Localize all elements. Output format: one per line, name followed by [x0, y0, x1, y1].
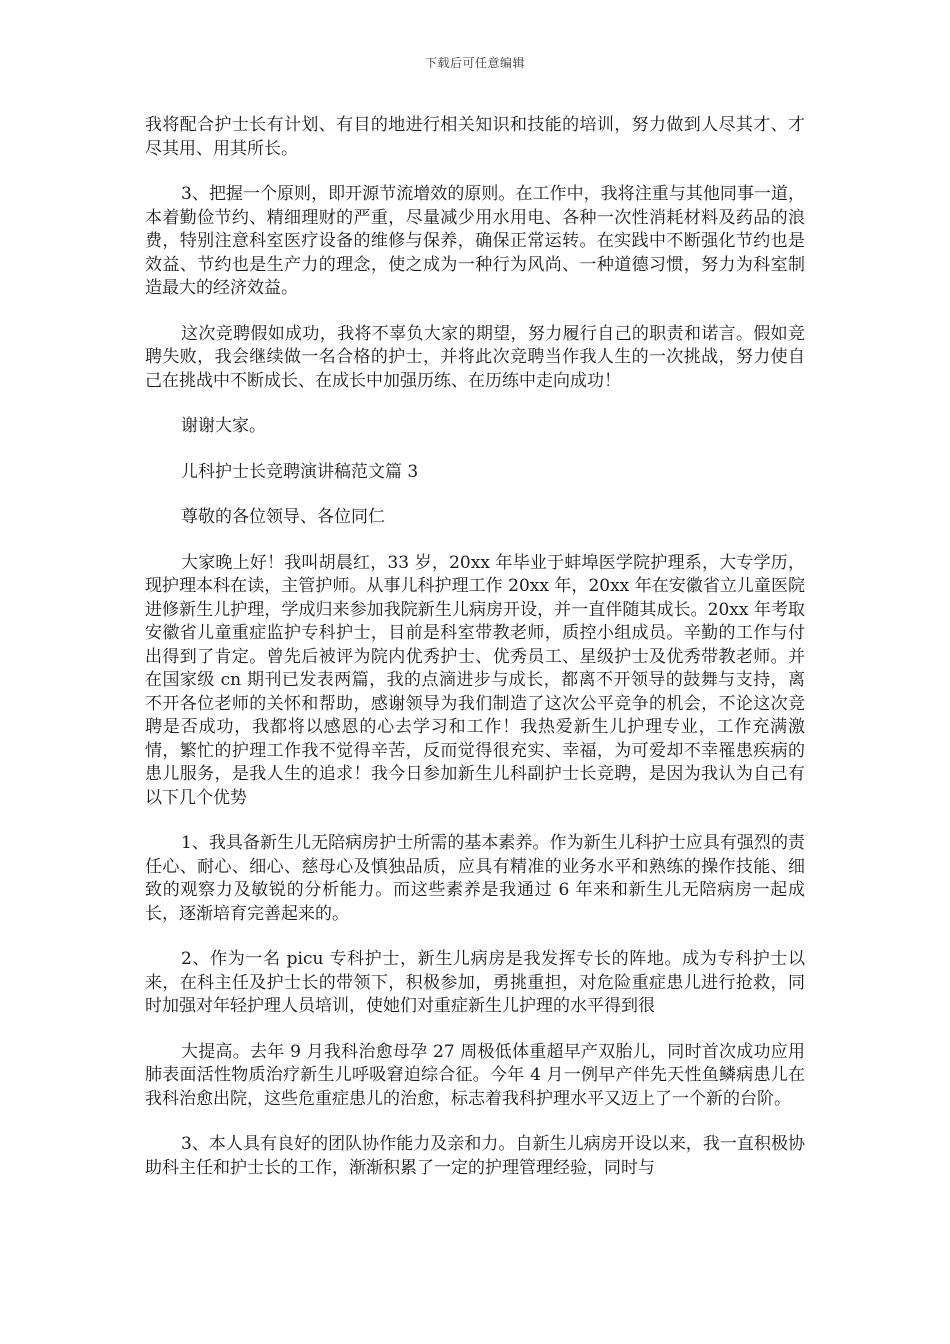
- section-title: 儿科护士长竞聘演讲稿范文篇 3: [181, 461, 419, 482]
- salutation: 尊敬的各位领导、各位同仁: [181, 507, 385, 527]
- paragraph: 1、我具备新生儿无陪病房护士所需的基本素养。作为新生儿科护士应具有强烈的责任心、耐心、细心、慈母心及慎独品质，应具有精准的业务水平和熟练的操作技能、细致的观察力及敏锐的分析能力。而这些素养是我通过 6 年来和新生儿无陪病房一起成长，逐渐培育完善起来的。: [145, 833, 805, 924]
- paragraph: 我将配合护士长有计划、有目的地进行相关知识和技能的培训，努力做到人尽其才、才尽其用、用其所长。: [145, 115, 805, 159]
- page-header: 下载后可任意编辑: [424, 56, 525, 70]
- paragraph: 这次竞聘假如成功，我将不辜负大家的期望，努力履行自己的职责和诺言。假如竞聘失败，我会继续做一名合格的护士，并将此次竞聘当作我人生的一次挑战，努力使自己在挑战中不断成长、在成长中加强历练、在历练中走向成功！: [145, 323, 805, 391]
- document-body: [145, 114, 805, 1202]
- paragraph: 谢谢大家。: [181, 416, 266, 436]
- paragraph: 大提高。去年 9 月我科治愈母孕 27 周极低体重超早产双胎儿，同时首次成功应用肺表面活性物质治疗新生儿呼吸窘迫综合征。今年 4 月一例早产伴先天性鱼鳞病患儿在我科治愈出院，这些危重症患儿的治愈，标志着我科护理水平又迈上了一个新的台阶。: [145, 1041, 805, 1109]
- paragraph: 大家晚上好！我叫胡晨红，33 岁，20xx 年毕业于蚌埠医学院护理系，大专学历，现护理本科在读，主管护师。从事儿科护理工作 20xx 年，20xx 年在安徽省立儿童医院进修新生儿护理，学成归来参加我院新生儿病房开设，并一直伴随其成长。20xx 年考取安徽省儿童重症监护专科护士，目前是科室带教老师，质控小组成员。辛勤的工作与付出得到了肯定。曾先后被评为院内优秀护士、优秀员工、星级护士及优秀带教老师。并在国家级 cn 期刊已发表两篇，我的点滴进步与成长，都离不开领导的鼓舞与支持，离不开各位老师的关怀和帮助，感谢领导为我们制造了这次公平竞争的机会，不论这次竞聘是否成功，我都将以感恩的心去学习和工作！我热爱新生儿护理专业，工作充满激情，繁忙的护理工作我不觉得辛苦，反而觉得很充实、幸福，为可爱却不幸罹患疾病的患儿服务，是我人生的追求！我今日参加新生儿科副护士长竞聘，是因为我认为自己有以下几个优势: [145, 552, 805, 808]
- paragraph: 3、本人具有良好的团队协作能力及亲和力。自新生儿病房开设以来，我一直积极协助科主任和护士长的工作，渐渐积累了一定的护理管理经验，同时与: [145, 1134, 805, 1178]
- paragraph: 3、把握一个原则，即开源节流增效的原则。在工作中，我将注重与其他同事一道，本着勤俭节约、精细理财的严重，尽量减少用水用电、各种一次性消耗材料及药品的浪费，特别注意科室医疗设备的维修与保养，确保正常运转。在实践中不断强化节约也是效益、节约也是生产力的理念，使之成为一种行为风尚、一种道德习惯，努力为科室制造最大的经济效益。: [145, 184, 805, 298]
- paragraph: 2、作为一名 picu 专科护士，新生儿病房是我发挥专长的阵地。成为专科护士以来，在科主任及护士长的带领下，积极参加，勇挑重担，对危险重症患儿进行抢救，同时加强对年轻护理人员培训，使她们对重症新生儿护理的水平得到很: [145, 949, 805, 1016]
